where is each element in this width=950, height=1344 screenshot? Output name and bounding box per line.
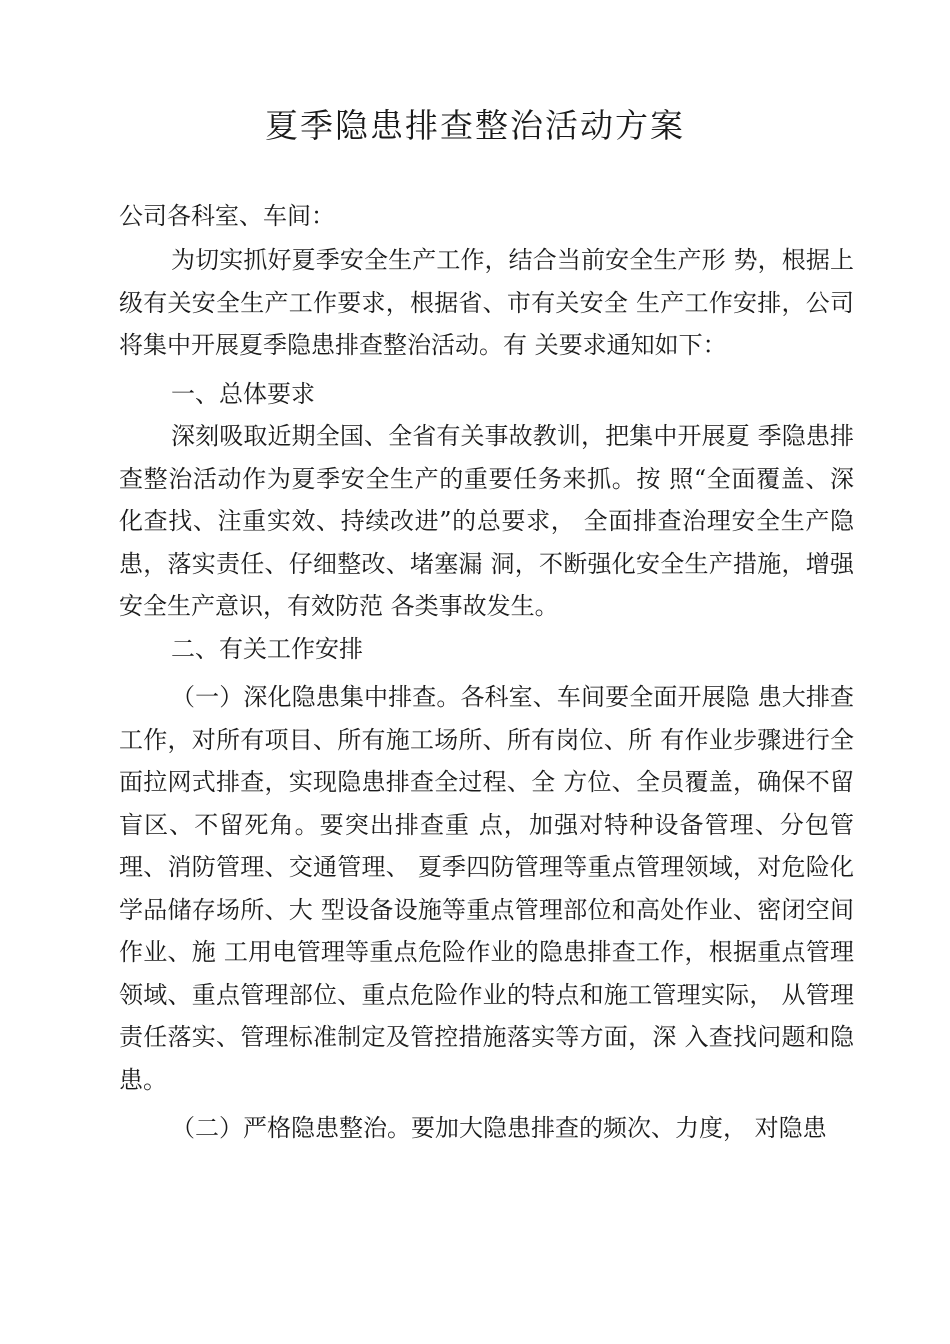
section-heading-1: 一、总体要求 (171, 379, 315, 408)
salutation: 公司各科室、车间： (119, 202, 335, 230)
item-2-paragraph: （二）严格隐患整治。要加大隐患排查的频次、力度， 对隐患 (171, 1114, 827, 1142)
intro-paragraph: 为切实抓好夏季安全生产工作，结合当前安全生产形 势，根据上级有关安全生产工作要求，根据省、市有关安全 生产工作安排，公司将集中开展夏季隐患排查整治活动。有 关要求通知如下： (119, 246, 854, 359)
section-heading-2: 二、有关工作安排 (171, 634, 363, 663)
item-1-paragraph: （一）深化隐患集中排查。各科室、车间要全面开展隐 患大排查工作，对所有项目、所有施工场所、所有岗位、所 有作业步骤进行全面拉网式排查，实现隐患排查全过程、全 方位、全员覆盖，确保不留盲区、不留死角。要突出排查重 点，加强对特种设备管理、分包管理、消防管理、交通管理、 夏季四防管理等重点管理领域，对危险化学品储存场所、大 型设备设施等重点管理部位和高处作业、密闭空间作业、施 工用电管理等重点危险作业的隐患排查工作，根据重点管理 领域、重点管理部位、重点危险作业的特点和施工管理实际， 从管理责任落实、管理标准制定及管控措施落实等方面，深 入查找问题和隐患。 (119, 683, 854, 1094)
document-body (119, 239, 854, 1150)
document-title: 夏季隐患排查整治活动方案 (265, 106, 685, 145)
section-1-paragraph: 深刻吸取近期全国、全省有关事故教训，把集中开展夏 季隐患排查整治活动作为夏季安全生产的重要任务来抓。按 照“全面覆盖、深化查找、注重实效、持续改进”的总要求， 全面排查治理安全生产隐患，落实责任、仔细整改、堵塞漏 洞，不断强化安全生产措施，增强安全生产意识，有效防范 各类事故发生。 (119, 422, 854, 620)
